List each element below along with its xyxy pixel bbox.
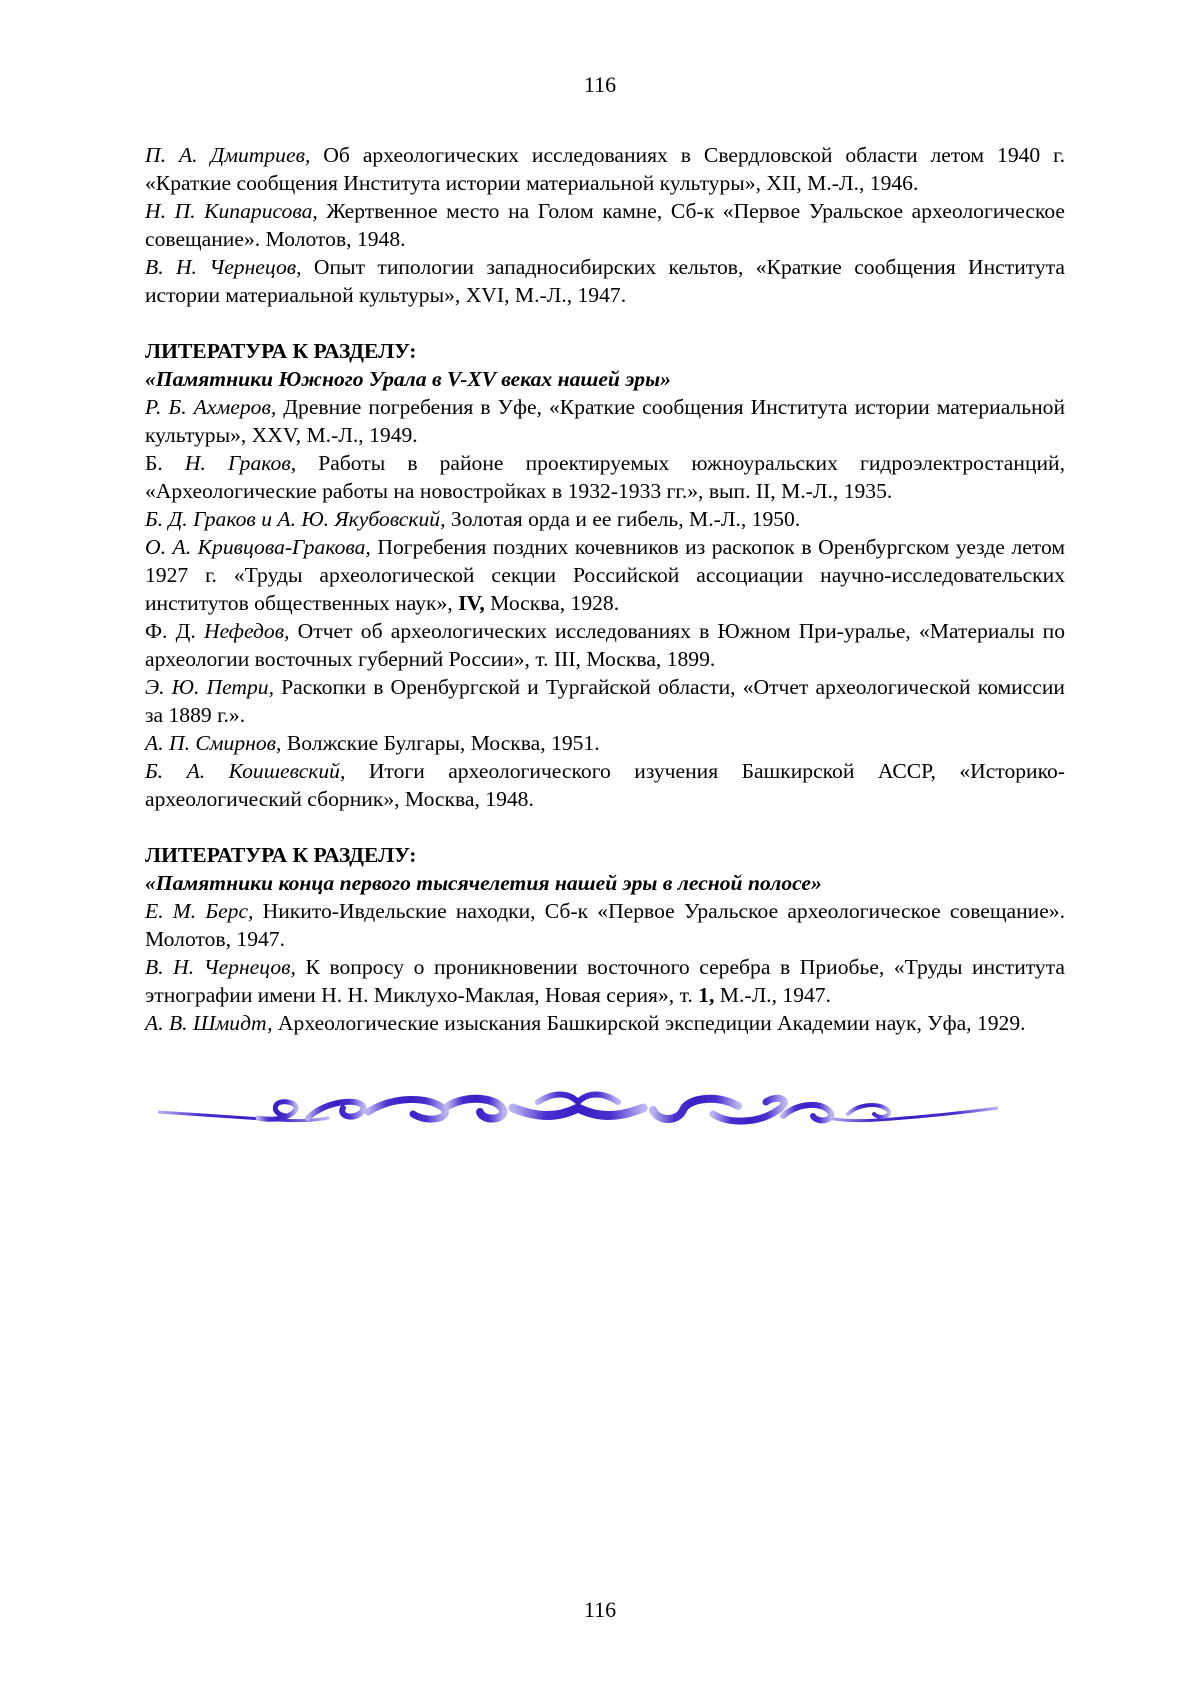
- entry-text: Опыт типологии западносибирских кельтов, «Краткие сообщения Института истории материальной культуры», XVI, М.-Л., 1947.: [145, 255, 1065, 307]
- entry-author-initial: Ф. Д.: [145, 619, 204, 643]
- entry-text: Жертвенное место на Голом камне, Сб-к «Первое Уральское археологическое совещание». Молотов, 1948.: [145, 199, 1065, 251]
- bibliography-entry: [145, 617, 1065, 673]
- document-body: [145, 141, 1065, 1037]
- entry-text: Никито-Ивдельские находки, Сб-к «Первое Уральское археологическое совещание». Молотов, 1947.: [145, 899, 1065, 951]
- entry-volume: 1,: [698, 983, 715, 1007]
- entry-author: Э. Ю. Петри,: [145, 675, 274, 699]
- entry-author: Р. Б. Ахмеров,: [145, 395, 277, 419]
- bibliography-entry: [145, 505, 1065, 533]
- bibliography-entry: [145, 953, 1065, 1009]
- entry-text: Погребения поздних кочевников из раскопок в Оренбургском уезде летом 1927 г. «Труды археологической секции Российской ассоциации научно-исследовательских институтов общественных наук»,: [145, 535, 1066, 615]
- entry-text: Итоги археологического изучения Башкирской АССР, «Историко-археологический сборник», Москва, 1948.: [145, 759, 1065, 811]
- entry-author: Е. М. Берс,: [145, 899, 254, 923]
- entry-author: Н. Граков,: [184, 451, 297, 475]
- bibliography-entry: [145, 757, 1065, 813]
- entry-author: А. В. Шмидт,: [145, 1011, 273, 1035]
- entry-text: Древние погребения в Уфе, «Краткие сообщения Института истории материальной культуры», XXV, М.-Л., 1949.: [145, 395, 1065, 447]
- entry-text: К вопросу о проникновении восточного серебра в Приобье, «Труды института этнографии имени Н. Н. Миклухо-Маклая, Новая серия», т.: [145, 955, 1065, 1007]
- entry-author: В. Н. Чернецов,: [145, 255, 302, 279]
- entry-author: Б. Д. Граков и А. Ю. Якубовский,: [145, 507, 446, 531]
- entry-author: Н. П. Кипарисова,: [145, 199, 318, 223]
- bibliography-entry: [145, 897, 1065, 953]
- section-heading: ЛИТЕРАТУРА К РАЗДЕЛУ:: [145, 843, 417, 867]
- bibliography-entry: [145, 141, 1065, 197]
- bibliography-entry: [145, 197, 1065, 253]
- section-subheading: «Памятники конца первого тысячелетия нашей эры в лесной полосе»: [145, 871, 822, 895]
- entry-text: Раскопки в Оренбургской и Тургайской области, «Отчет археологической комиссии за 1889 г.».: [145, 675, 1065, 727]
- page-number-bottom: 116: [583, 1597, 617, 1622]
- entry-text: Работы в районе проектируемых южноуральских гидроэлектростанций, «Археологические работы на новостройках в 1932-1933 гг.», вып. II, М.-Л., 1935.: [145, 451, 1066, 503]
- entry-author: Б. А. Коишевский,: [145, 759, 346, 783]
- decorative-swirl-divider-icon: [158, 1088, 998, 1132]
- entry-text: Золотая орда и ее гибель, М.-Л., 1950.: [445, 507, 801, 531]
- section-heading: ЛИТЕРАТУРА К РАЗДЕЛУ:: [145, 339, 417, 363]
- section-spacer: [145, 813, 1065, 841]
- entry-text: Волжские Булгары, Москва, 1951.: [281, 731, 600, 755]
- bibliography-entry: [145, 253, 1065, 309]
- bibliography-entry: [145, 393, 1065, 449]
- bibliography-entry: [145, 533, 1065, 617]
- section-spacer: [145, 309, 1065, 337]
- entry-text: Археологические изыскания Башкирской экспедиции Академии наук, Уфа, 1929.: [272, 1011, 1026, 1035]
- bibliography-entry: [145, 1009, 1065, 1037]
- entry-text-after: Москва, 1928.: [484, 591, 620, 615]
- entry-author: Нефедов,: [203, 619, 290, 643]
- entry-text: Об археологических исследованиях в Свердловской области летом 1940 г. «Краткие сообщения Института истории материальной культуры», XII, М.-Л., 1946.: [145, 143, 1065, 195]
- section-subheading: «Памятники Южного Урала в V-XV веках нашей эры»: [145, 367, 671, 391]
- entry-author: А. П. Смирнов,: [145, 731, 282, 755]
- entry-text-after: М.-Л., 1947.: [714, 983, 832, 1007]
- page-number-top: 116: [583, 72, 617, 97]
- bibliography-entry: [145, 673, 1065, 729]
- entry-author: П. А. Дмитриев,: [145, 143, 311, 167]
- entry-author-initial: Б.: [145, 451, 185, 475]
- entry-author: О. А. Кривцова-Гракова,: [145, 535, 371, 559]
- bibliography-entry: [145, 729, 1065, 757]
- entry-volume: IV,: [458, 591, 485, 615]
- entry-text: Отчет об археологических исследованиях в Южном При-уралье, «Материалы по археологии восточных губерний России», т. III, Москва, 1899.: [145, 619, 1066, 671]
- bibliography-entry: [145, 449, 1065, 505]
- entry-author: В. Н. Чернецов,: [145, 955, 296, 979]
